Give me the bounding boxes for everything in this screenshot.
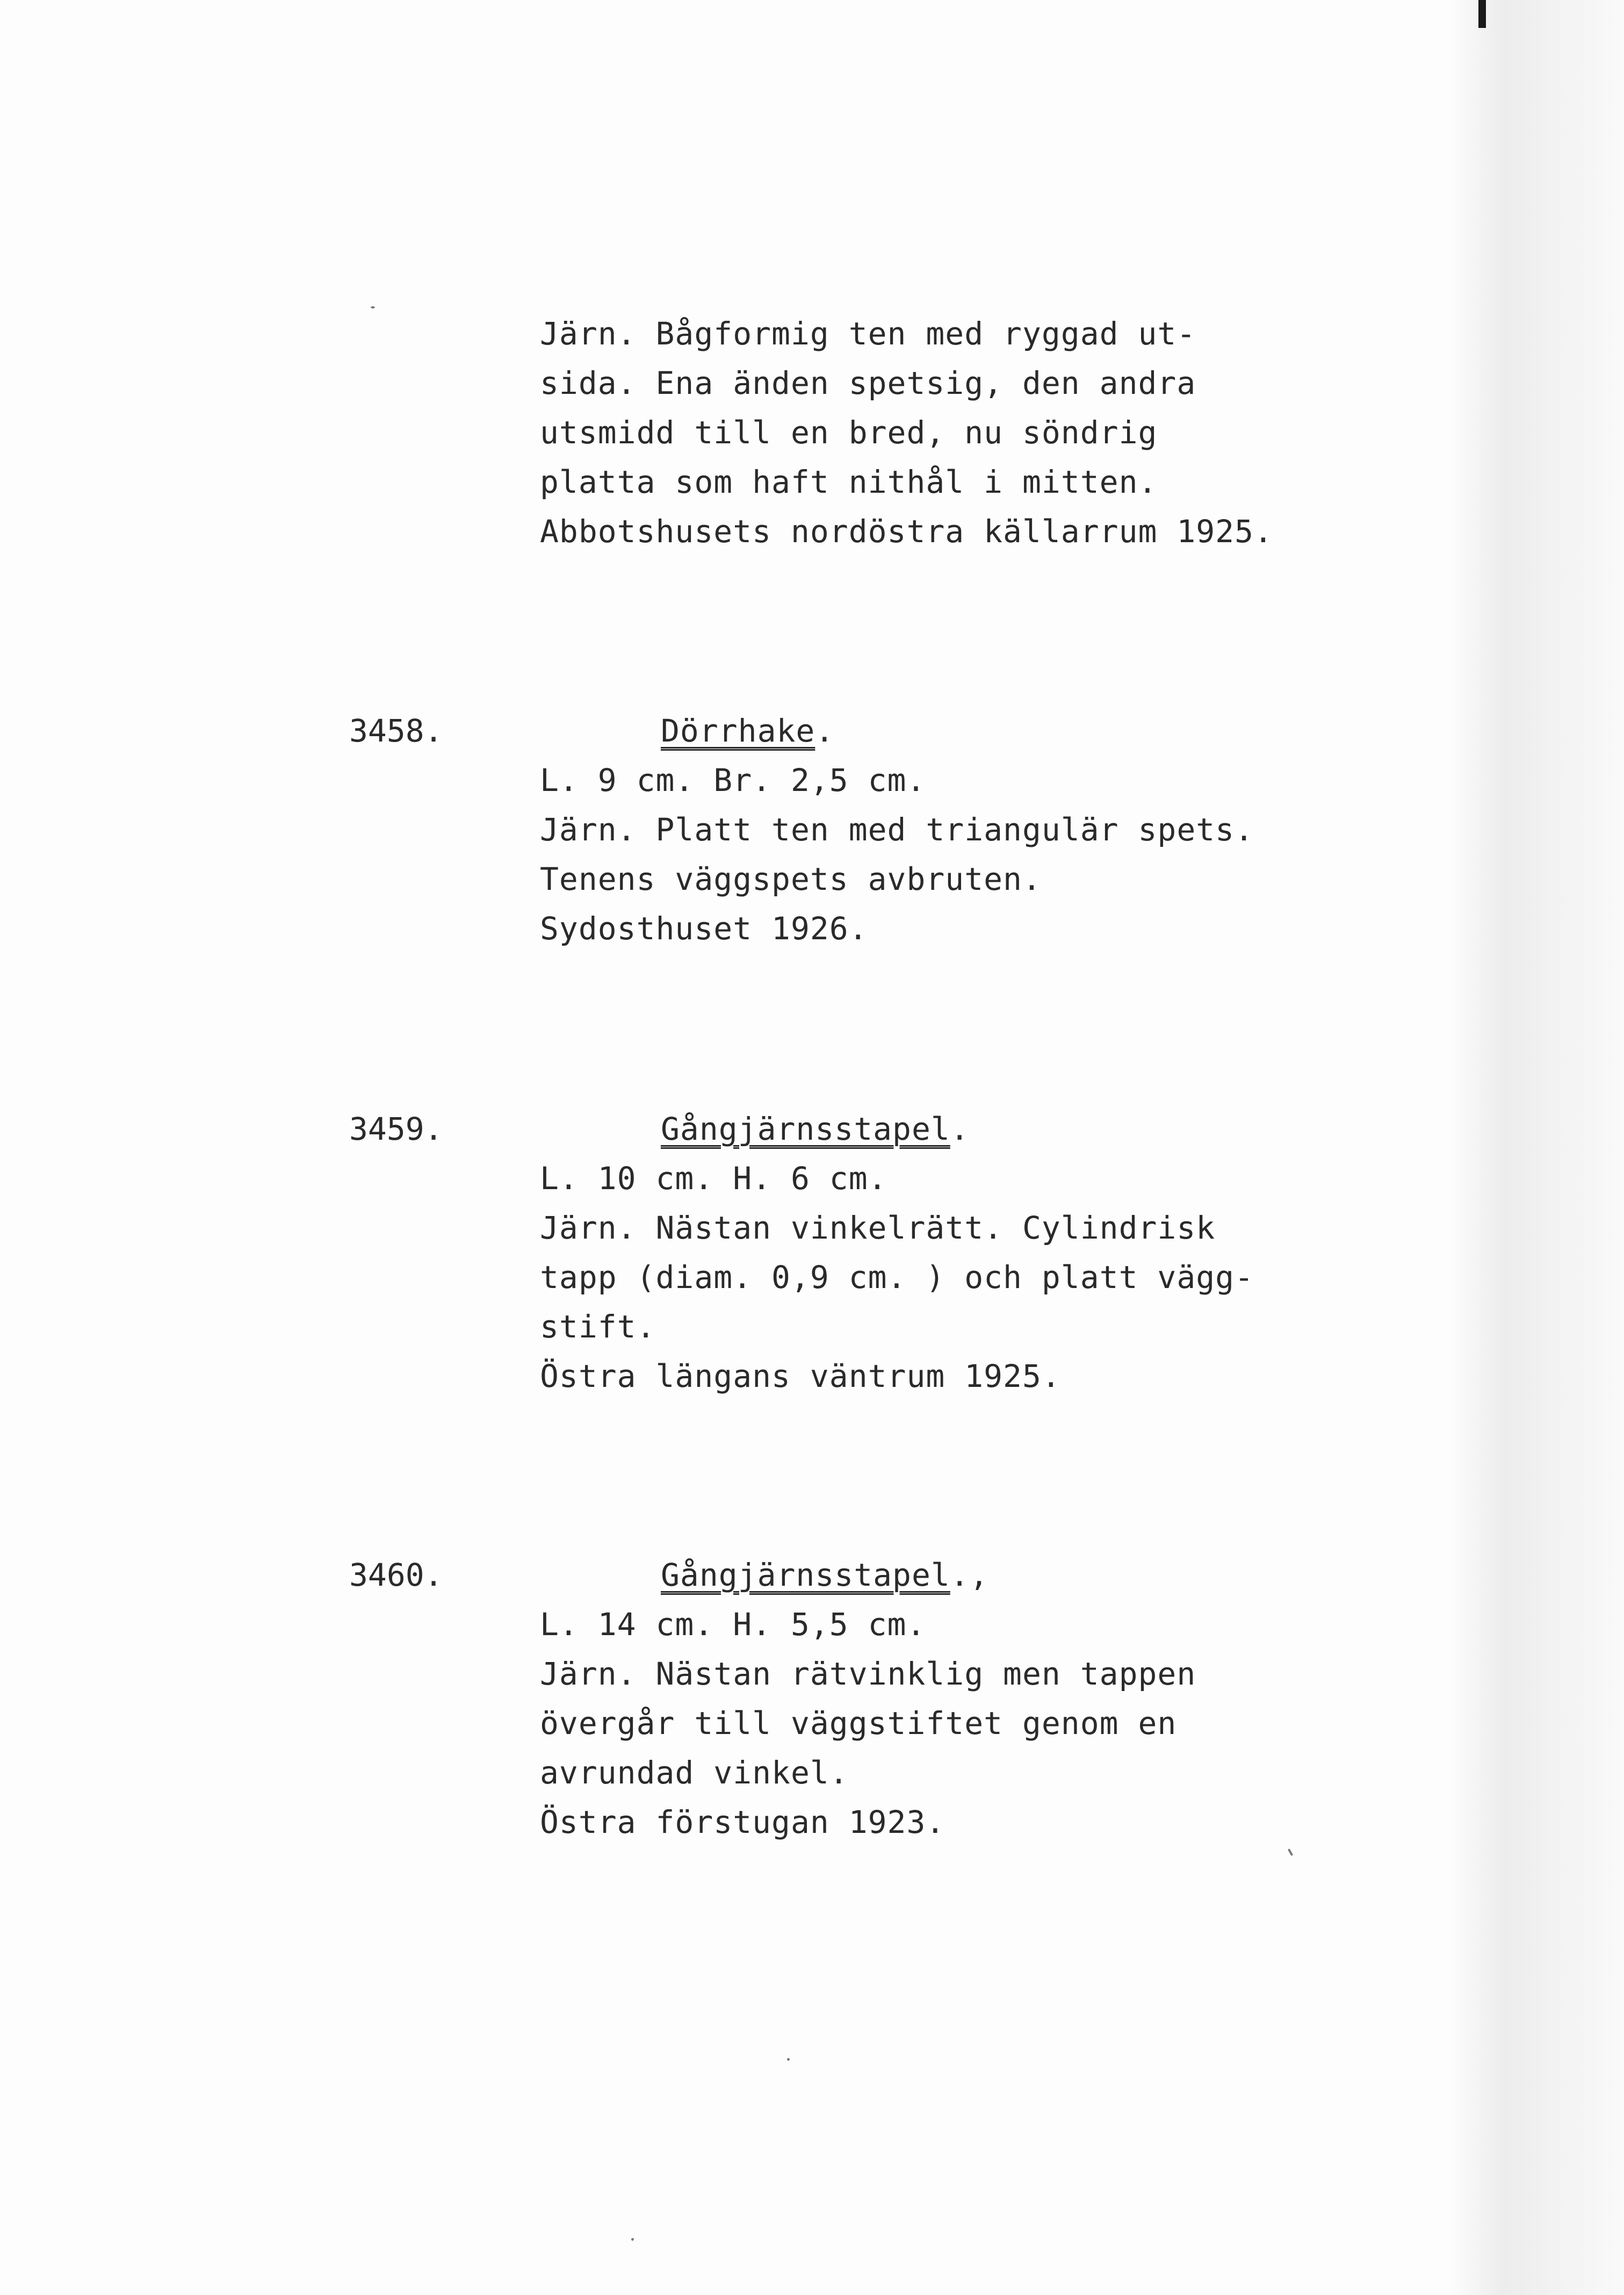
entry-number: 3459. xyxy=(349,1111,443,1147)
entry-title-suffix: . xyxy=(815,713,835,749)
entry-block xyxy=(540,706,1346,953)
entry-line: stift. xyxy=(540,1308,656,1345)
entry-line: övergår till väggstiftet genom en xyxy=(540,1705,1177,1742)
entry-line: Tenens väggspets avbruten. xyxy=(540,861,1042,897)
entry-title-text: Gångjärnsstapel xyxy=(661,1111,950,1147)
entry-line: Sydosthuset 1926. xyxy=(540,910,868,947)
entry-line: tapp (diam. 0,9 cm. ) och platt vägg- xyxy=(540,1259,1254,1296)
entry-line: avrundad vinkel. xyxy=(540,1754,849,1791)
entry-line: Östra förstugan 1923. xyxy=(540,1804,945,1840)
entry-title xyxy=(540,1104,1346,1154)
scan-speck xyxy=(631,2238,634,2241)
entry-title-text: Dörrhake xyxy=(661,713,815,749)
entry-block xyxy=(540,1550,1346,1847)
intro-line: Abbotshusets nordöstra källarrum 1925. xyxy=(540,513,1273,550)
intro-line: sida. Ena änden spetsig, den andra xyxy=(540,365,1196,401)
entry-title-text: Gångjärnsstapel xyxy=(661,1557,950,1593)
intro-line: utsmidd till en bred, nu söndrig xyxy=(540,414,1158,451)
entry-line: Järn. Nästan vinkelrätt. Cylindrisk xyxy=(540,1210,1216,1246)
entry-line: Järn. Nästan rätvinklig men tappen xyxy=(540,1656,1196,1692)
entry-line: L. 10 cm. H. 6 cm. xyxy=(540,1160,887,1197)
scan-speck xyxy=(371,306,375,308)
entry-number: 3460. xyxy=(349,1557,443,1593)
scan-edge-mark xyxy=(1478,0,1486,28)
entry-title xyxy=(540,706,1346,756)
entry-title xyxy=(540,1550,1346,1600)
intro-line: Järn. Bågformig ten med ryggad ut- xyxy=(540,315,1196,352)
scan-speck xyxy=(787,2058,790,2061)
entry-line: L. 14 cm. H. 5,5 cm. xyxy=(540,1606,926,1643)
scan-shadow xyxy=(1450,0,1624,2295)
entry-line: L. 9 cm. Br. 2,5 cm. xyxy=(540,762,926,798)
entry-title-suffix: . xyxy=(950,1111,970,1147)
intro-line: platta som haft nithål i mitten. xyxy=(540,464,1158,500)
entry-title-suffix: ., xyxy=(950,1557,989,1593)
entry-line: Östra längans väntrum 1925. xyxy=(540,1358,1061,1394)
scan-speck xyxy=(1288,1848,1293,1856)
intro-block xyxy=(540,309,1346,556)
entry-block xyxy=(540,1104,1346,1401)
entry-line: Järn. Platt ten med triangulär spets. xyxy=(540,811,1254,848)
entry-number: 3458. xyxy=(349,713,443,749)
